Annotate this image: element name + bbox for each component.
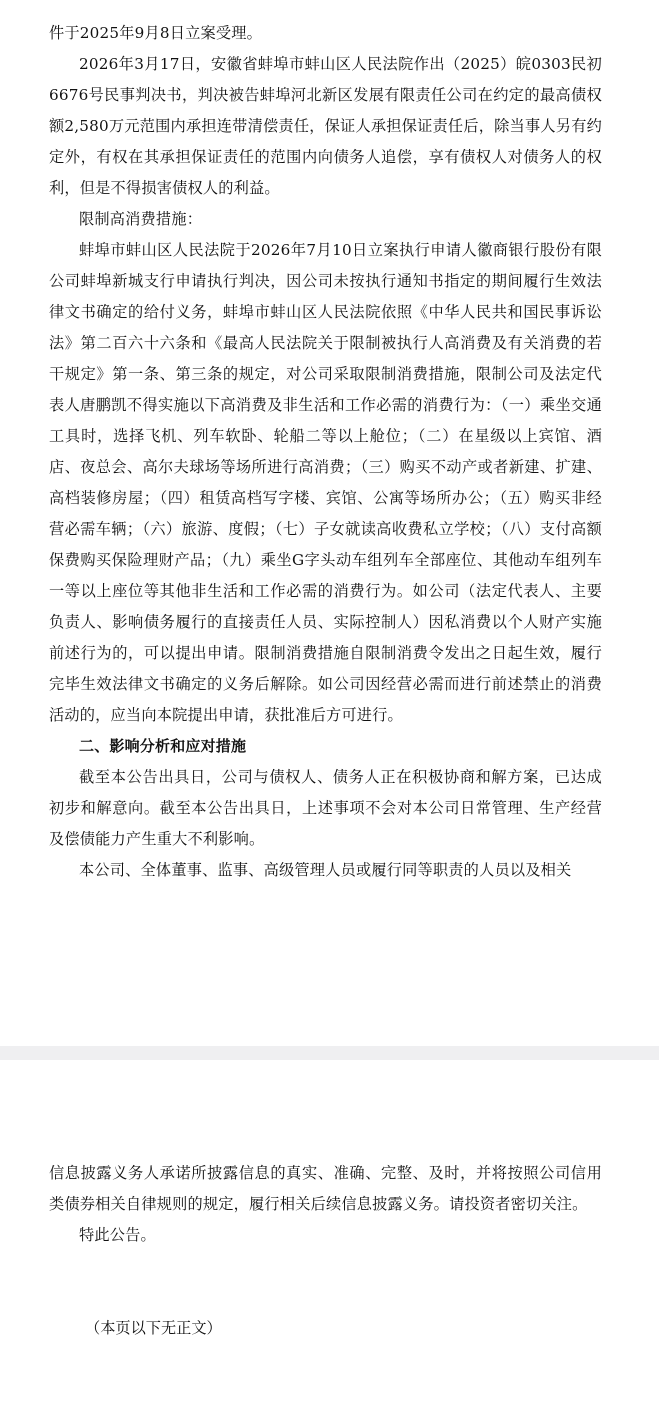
page-1-body-text bbox=[49, 18, 602, 886]
section-heading: 二、影响分析和应对措施 bbox=[79, 737, 247, 755]
paragraph: 信息披露义务人承诺所披露信息的真实、准确、完整、及时，并将按照公司信用类债券相关自律规则的规定，履行相关后续信息披露义务。请投资者密切关注。 bbox=[49, 1164, 602, 1213]
page-separator bbox=[0, 1046, 659, 1060]
paragraph: 件于2025年9月8日立案受理。 bbox=[49, 24, 263, 42]
paragraph: 本公司、全体董事、监事、高级管理人员或履行同等职责的人员以及相关 bbox=[79, 861, 572, 879]
paragraph: 限制高消费措施： bbox=[79, 210, 203, 228]
paragraph: 特此公告。 bbox=[79, 1226, 156, 1244]
end-note: （本页以下无正文） bbox=[85, 1319, 222, 1337]
paragraph: 2026年3月17日，安徽省蚌埠市蚌山区人民法院作出（2025）皖0303民初6676号民事判决书，判决被告蚌埠河北新区发展有限责任公司在约定的最高债权额2,580万元范围内承担连带清偿责任，保证人承担保证责任后，除当事人另有约定外，有权在其承担保证责任的范围内向债务人追偿，享有债权人对债务人的权利，但是不得损害债权人的利益。 bbox=[49, 55, 602, 197]
document-page-2 bbox=[0, 1060, 659, 1403]
paragraph: 蚌埠市蚌山区人民法院于2026年7月10日立案执行申请人徽商银行股份有限公司蚌埠新城支行申请执行判决，因公司未按执行通知书指定的期间履行生效法律文书确定的给付义务，蚌埠市蚌山区人民法院依照《中华人民共和国民事诉讼法》第二百六十六条和《最高人民法院关于限制被执行人高消费及有关消费的若干规定》第一条、第三条的规定，对公司采取限制消费措施，限制公司及法定代表人唐鹏凯不得实施以下高消费及非生活和工作必需的消费行为：（一）乘坐交通工具时，选择飞机、列车软卧、轮船二等以上舱位；（二）在星级以上宾馆、酒店、夜总会、高尔夫球场等场所进行高消费；（三）购买不动产或者新建、扩建、高档装修房屋；（四）租赁高档写字楼、宾馆、公寓等场所办公；（五）购买非经营必需车辆；（六）旅游、度假；（七）子女就读高收费私立学校；（八）支付高额保费购买保险理财产品；（九）乘坐G字头动车组列车全部座位、其他动车组列车一等以上座位等其他非生活和工作必需的消费行为。如公司（法定代表人、主要负责人、影响债务履行的直接责任人员、实际控制人）因私消费以个人财产实施前述行为的，可以提出申请。限制消费措施自限制消费令发出之日起生效，履行完毕生效法律文书确定的义务后解除。如公司因经营必需而进行前述禁止的消费活动的，应当向本院提出申请，获批准后方可进行。 bbox=[49, 241, 602, 724]
paragraph: 截至本公告出具日，公司与债权人、债务人正在积极协商和解方案，已达成初步和解意向。截至本公告出具日，上述事项不会对本公司日常管理、生产经营及偿债能力产生重大不利影响。 bbox=[49, 768, 602, 848]
page-2-body-text bbox=[49, 1158, 602, 1251]
